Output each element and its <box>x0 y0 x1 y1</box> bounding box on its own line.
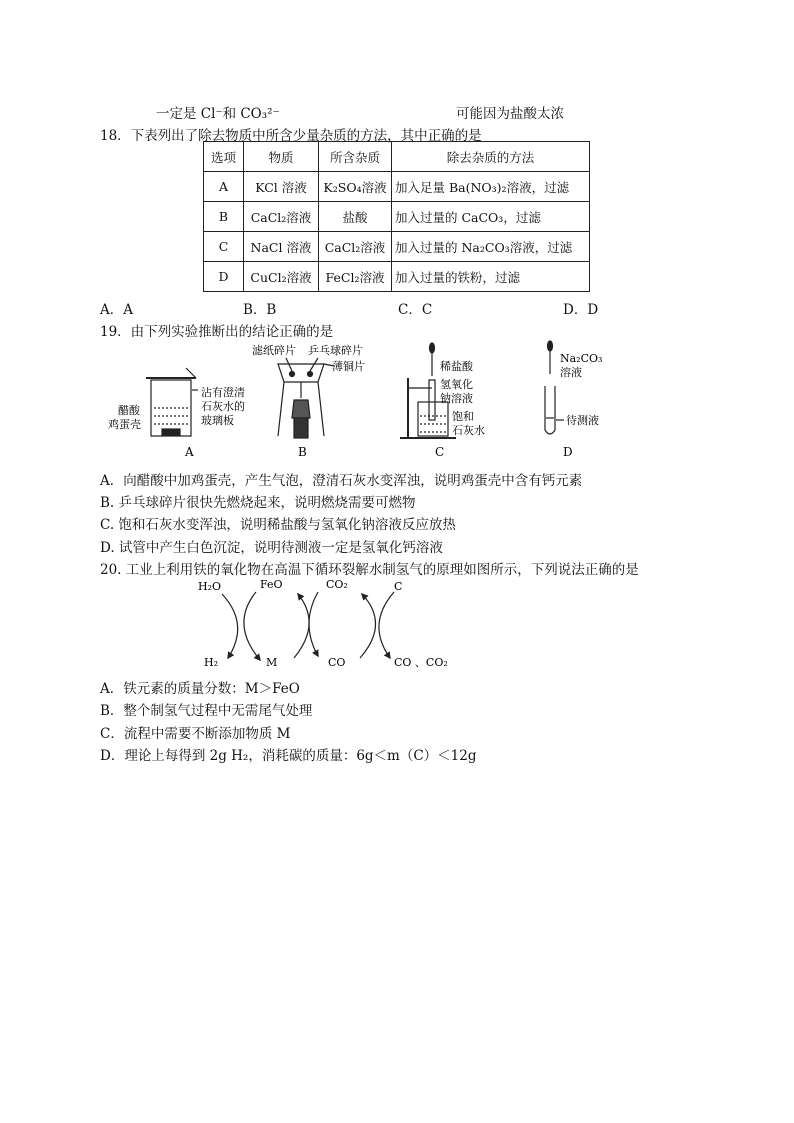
arrow-co2-to-co <box>309 592 318 656</box>
fig-c-label-5: 石灰水 <box>452 424 485 437</box>
q20-option-d: D．理论上每得到 2g H₂，消耗碳的质量：6g＜m（C）＜12g <box>100 748 477 764</box>
fig-c-label-2: 氢氧化 <box>440 378 473 391</box>
q19-option-c: C. 饱和石灰水变浑浊，说明稀盐酸与氢氧化钠溶液反应放热 <box>100 517 456 533</box>
fig-d-label-3: 待测液 <box>566 414 599 427</box>
fig-a-label-2: 石灰水的 <box>201 400 245 413</box>
row-method: 加入过量的 Na₂CO₃溶液，过滤 <box>392 232 590 262</box>
row-substance: KCl 溶液 <box>244 172 319 202</box>
figure-a-apparatus <box>146 368 198 436</box>
q18-stem: 18．下表列出了除去物质中所含少量杂质的方法，其中正确的是 <box>100 128 482 144</box>
arrow-h2o-to-h2 <box>222 594 238 658</box>
q20-cycle-diagram <box>190 574 480 674</box>
q19-experiment-figures <box>96 338 626 462</box>
header-impurity: 所含杂质 <box>319 142 392 172</box>
q18-table <box>203 141 590 292</box>
previous-option-right: 可能因为盐酸太浓 <box>456 106 564 122</box>
row-method: 加入过量的铁粉，过滤 <box>392 262 590 292</box>
fig-b-label-1: 滤纸碎片 <box>252 344 296 357</box>
header-substance: 物质 <box>244 142 319 172</box>
label-co-co2: CO 、CO₂ <box>394 656 448 669</box>
table-row <box>204 202 590 232</box>
table-header-row <box>204 142 590 172</box>
fig-d-label-2: 溶液 <box>560 366 582 379</box>
row-impurity: CaCl₂溶液 <box>319 232 392 262</box>
q20-option-c: C．流程中需要不断添加物质 M <box>100 726 291 742</box>
label-h2o: H₂O <box>198 580 222 593</box>
q18-choice-c: C．C <box>398 302 433 318</box>
q18-choice-d: D．D <box>563 302 599 318</box>
arrow-feo-to-m <box>244 592 260 660</box>
row-option: B <box>204 202 244 232</box>
table-row <box>204 262 590 292</box>
q19-stem: 19．由下列实验推断出的结论正确的是 <box>100 324 334 340</box>
header-method: 除去杂质的方法 <box>392 142 590 172</box>
q19-option-a: A．向醋酸中加鸡蛋壳，产生气泡，澄清石灰水变浑浊，说明鸡蛋壳中含有钙元素 <box>100 473 583 489</box>
table-row <box>204 172 590 202</box>
row-impurity: FeCl₂溶液 <box>319 262 392 292</box>
row-impurity: K₂SO₄溶液 <box>319 172 392 202</box>
row-method: 加入过量的 CaCO₃，过滤 <box>392 202 590 232</box>
arrow-m-to-feo <box>294 594 309 658</box>
row-substance: NaCl 溶液 <box>244 232 319 262</box>
row-substance: CaCl₂溶液 <box>244 202 319 232</box>
fig-c-label-3: 钠溶液 <box>440 392 473 405</box>
row-option: A <box>204 172 244 202</box>
fig-caption-d: D <box>563 445 573 459</box>
previous-option-left: 一定是 Cl⁻和 CO₃²⁻ <box>156 106 280 122</box>
fig-a-label-3: 玻璃板 <box>201 414 234 427</box>
label-co: CO <box>328 656 346 669</box>
label-h2: H₂ <box>204 656 219 669</box>
row-substance: CuCl₂溶液 <box>244 262 319 292</box>
label-feo: FeO <box>260 578 283 591</box>
header-option: 选项 <box>204 142 244 172</box>
label-m: M <box>266 656 278 669</box>
q19-option-d: D. 试管中产生白色沉淀，说明待测液一定是氢氧化钙溶液 <box>100 540 443 556</box>
fig-caption-a: A <box>185 445 194 459</box>
fig-caption-c: C <box>435 445 445 459</box>
fig-a-label-4: 醋酸 <box>118 404 140 417</box>
fig-c-label-4: 饱和 <box>452 410 474 423</box>
fig-b-label-3: 薄铜片 <box>332 360 365 373</box>
table-row <box>204 232 590 262</box>
fig-a-label-1: 沾有澄清 <box>201 386 245 399</box>
row-option: D <box>204 262 244 292</box>
fig-a-label-5: 鸡蛋壳 <box>108 418 141 431</box>
q18-choice-a: A．A <box>100 302 133 318</box>
fig-d-label-1: Na₂CO₃ <box>560 352 603 365</box>
arrow-c-to-products <box>379 592 394 658</box>
q20-option-b: B．整个制氢气过程中无需尾气处理 <box>100 703 313 719</box>
fig-caption-b: B <box>298 445 307 459</box>
row-method: 加入足量 Ba(NO₃)₂溶液，过滤 <box>392 172 590 202</box>
arrow-co-to-co2 <box>360 594 376 658</box>
row-impurity: 盐酸 <box>319 202 392 232</box>
q20-option-a: A．铁元素的质量分数：M＞FeO <box>100 681 300 697</box>
label-c: C <box>394 580 403 593</box>
row-option: C <box>204 232 244 262</box>
fig-b-label-2: 乒乓球碎片 <box>308 344 363 357</box>
figure-b-apparatus <box>278 358 334 438</box>
label-co2: CO₂ <box>326 578 348 591</box>
fig-c-label-1: 稀盐酸 <box>440 360 473 373</box>
q19-option-b: B. 乒乓球碎片很快先燃烧起来，说明燃烧需要可燃物 <box>100 495 416 511</box>
q20-stem: 20. 工业上利用铁的氧化物在高温下循环裂解水制氢气的原理如图所示，下列说法正确的是 <box>100 562 639 578</box>
q18-choice-b: B．B <box>243 302 277 318</box>
